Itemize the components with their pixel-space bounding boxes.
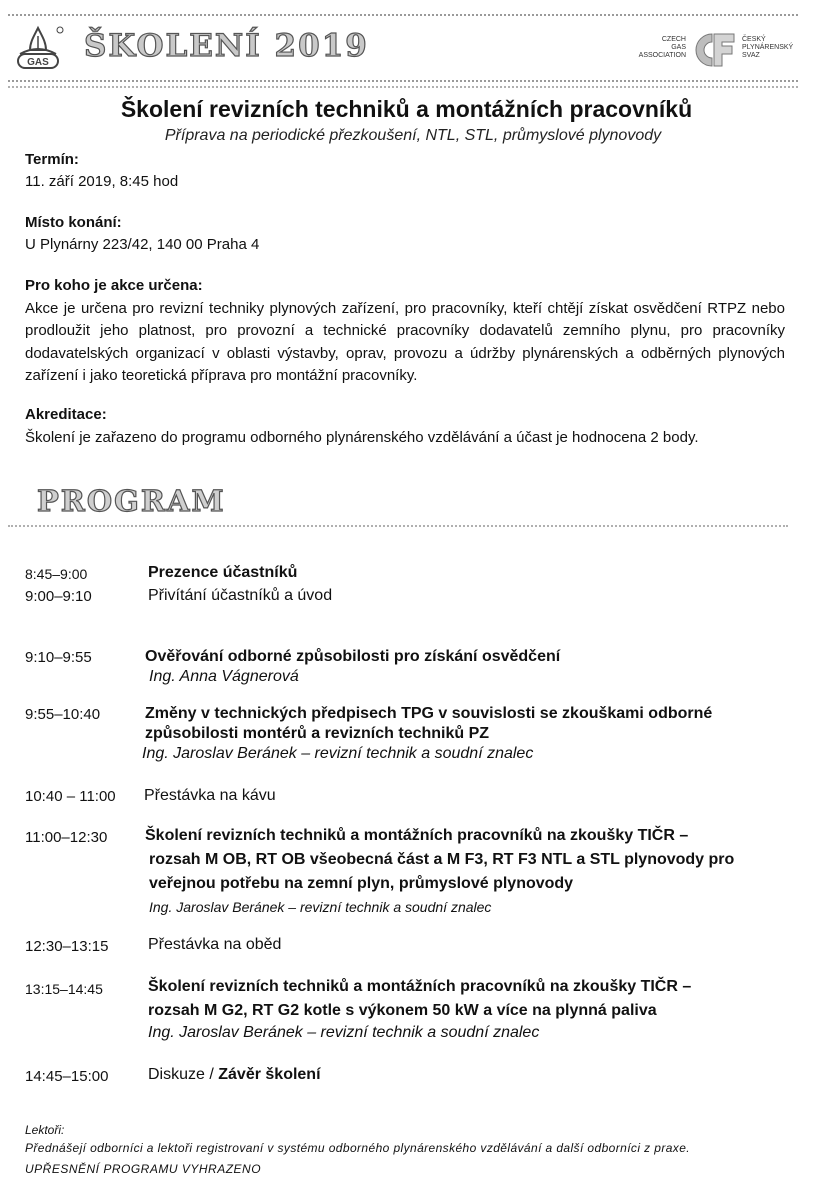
cgs-right-line: PLYNÁRENSKÝ [742,44,794,51]
subtitle: Příprava na periodické přezkoušení, NTL, STL, průmyslové plynovody [164,127,662,144]
header-dotted-rule [8,80,798,82]
cgs-left-line: ASSOCIATION [638,52,686,59]
pro-koho-label: Pro koho je akce určena: [25,277,203,294]
program-speaker: Ing. Jaroslav Beránek – revizní technik a soudní znalec [149,899,492,915]
program-time: 9:10–9:55 [25,649,92,666]
program-title-plain: Diskuze / [148,1066,219,1083]
program-speaker: Ing. Anna Vágnerová [149,668,299,685]
program-title-line: Změny v technických předpisech TPG v souvislosti se zkouškami odborné [145,705,713,722]
program-speaker: Ing. Jaroslav Beránek – revizní technik a soudní znalec [148,1024,540,1041]
program-time: 12:30–13:15 [25,938,109,955]
program-title-line: způsobilosti montérů a revizních techniků PZ [145,725,490,742]
cgs-left-line: CZECH [661,36,686,43]
program-time: 14:45–15:00 [25,1068,109,1085]
top-dotted-rule [8,14,798,16]
program-time: 8:45–9:00 [25,566,88,582]
termin-label: Termín: [25,151,79,168]
program-time: 13:15–14:45 [25,981,103,997]
cgs-logo [632,28,798,72]
program-title-line: rozsah M OB, RT OB všeobecná část a M F3, RT F3 NTL a STL plynovody pro [149,851,735,868]
cgs-right-line: ČESKÝ [742,36,766,43]
gas-logo [12,24,64,72]
cgs-emblem [692,30,738,70]
cgs-left-line: GAS [671,44,686,51]
misto-label: Místo konání: [25,214,122,231]
program-title-bold: Závěr školení [218,1066,321,1083]
program-title: Přestávka na kávu [144,787,276,804]
footer-label: Lektoři: [25,1123,65,1137]
gas-logo-text: GAS [27,57,49,68]
termin-value: 11. září 2019, 8:45 hod [25,173,179,190]
program-title [148,1063,321,1087]
program-title-line: Školení revizních techniků a montážních pracovníků na zkoušky TIČR – [145,827,689,844]
header-dotted-rule-2 [8,86,798,88]
akreditace-label: Akreditace: [25,406,107,423]
program-title: Ověřování odborné způsobilosti pro získání osvědčení [145,648,561,665]
cgs-right-line: SVAZ [742,52,760,59]
program-heading: PROGRAM [37,484,226,518]
program-title-line: veřejnou potřebu na zemní plyn, průmyslové plynovody [149,875,574,892]
program-time: 9:00–9:10 [25,588,92,605]
program-title: Prezence účastníků [148,564,298,581]
akreditace-text: Školení je zařazeno do programu odborného plynárenského vzdělávání a účast je hodnocena 2 body. [25,429,699,446]
program-title-line: Školení revizních techniků a montážních pracovníků na zkoušky TIČR – [148,978,692,995]
program-dotted-rule [8,525,788,527]
program-title: Přestávka na oběd [148,936,282,953]
misto-value: U Plynárny 223/42, 140 00 Praha 4 [25,236,260,253]
program-title-line: rozsah M G2, RT G2 kotle s výkonem 50 kW a více na plynná paliva [148,1002,657,1019]
program-speaker: Ing. Jaroslav Beránek – revizní technik a soudní znalec [142,745,534,762]
program-title: Přivítání účastníků a úvod [148,587,333,604]
program-time: 9:55–10:40 [25,706,101,723]
footer-text: Přednášejí odborníci a lektoři registrovaní v systému odborného plynárenského vzdělávání a další odborníci z praxe. [25,1141,691,1155]
main-title: Školení revizních techniků a montážních pracovníků [120,96,693,122]
header-title: ŠKOLENÍ 2019 [84,28,369,64]
program-time: 10:40 – 11:00 [25,788,116,805]
program-time: 11:00–12:30 [25,829,108,846]
pro-koho-text: Akce je určena pro revizní techniky plynových zařízení, pro pracovníky, kteří chtějí získat osvědčení RTPZ nebo prodloužit jeho platnost, pro provozní a technické pracovníky dodavatelů zemního plynu, pro pracovníky dodavatelských organizací v oblasti výstavby, oprav, provozu a údržby plynárenských a odběrných plynových zařízení i jako teoretická příprava pro montážní pracovníky. [25,300,785,384]
footer-note: UPŘESNĚNÍ PROGRAMU VYHRAZENO [25,1162,262,1176]
